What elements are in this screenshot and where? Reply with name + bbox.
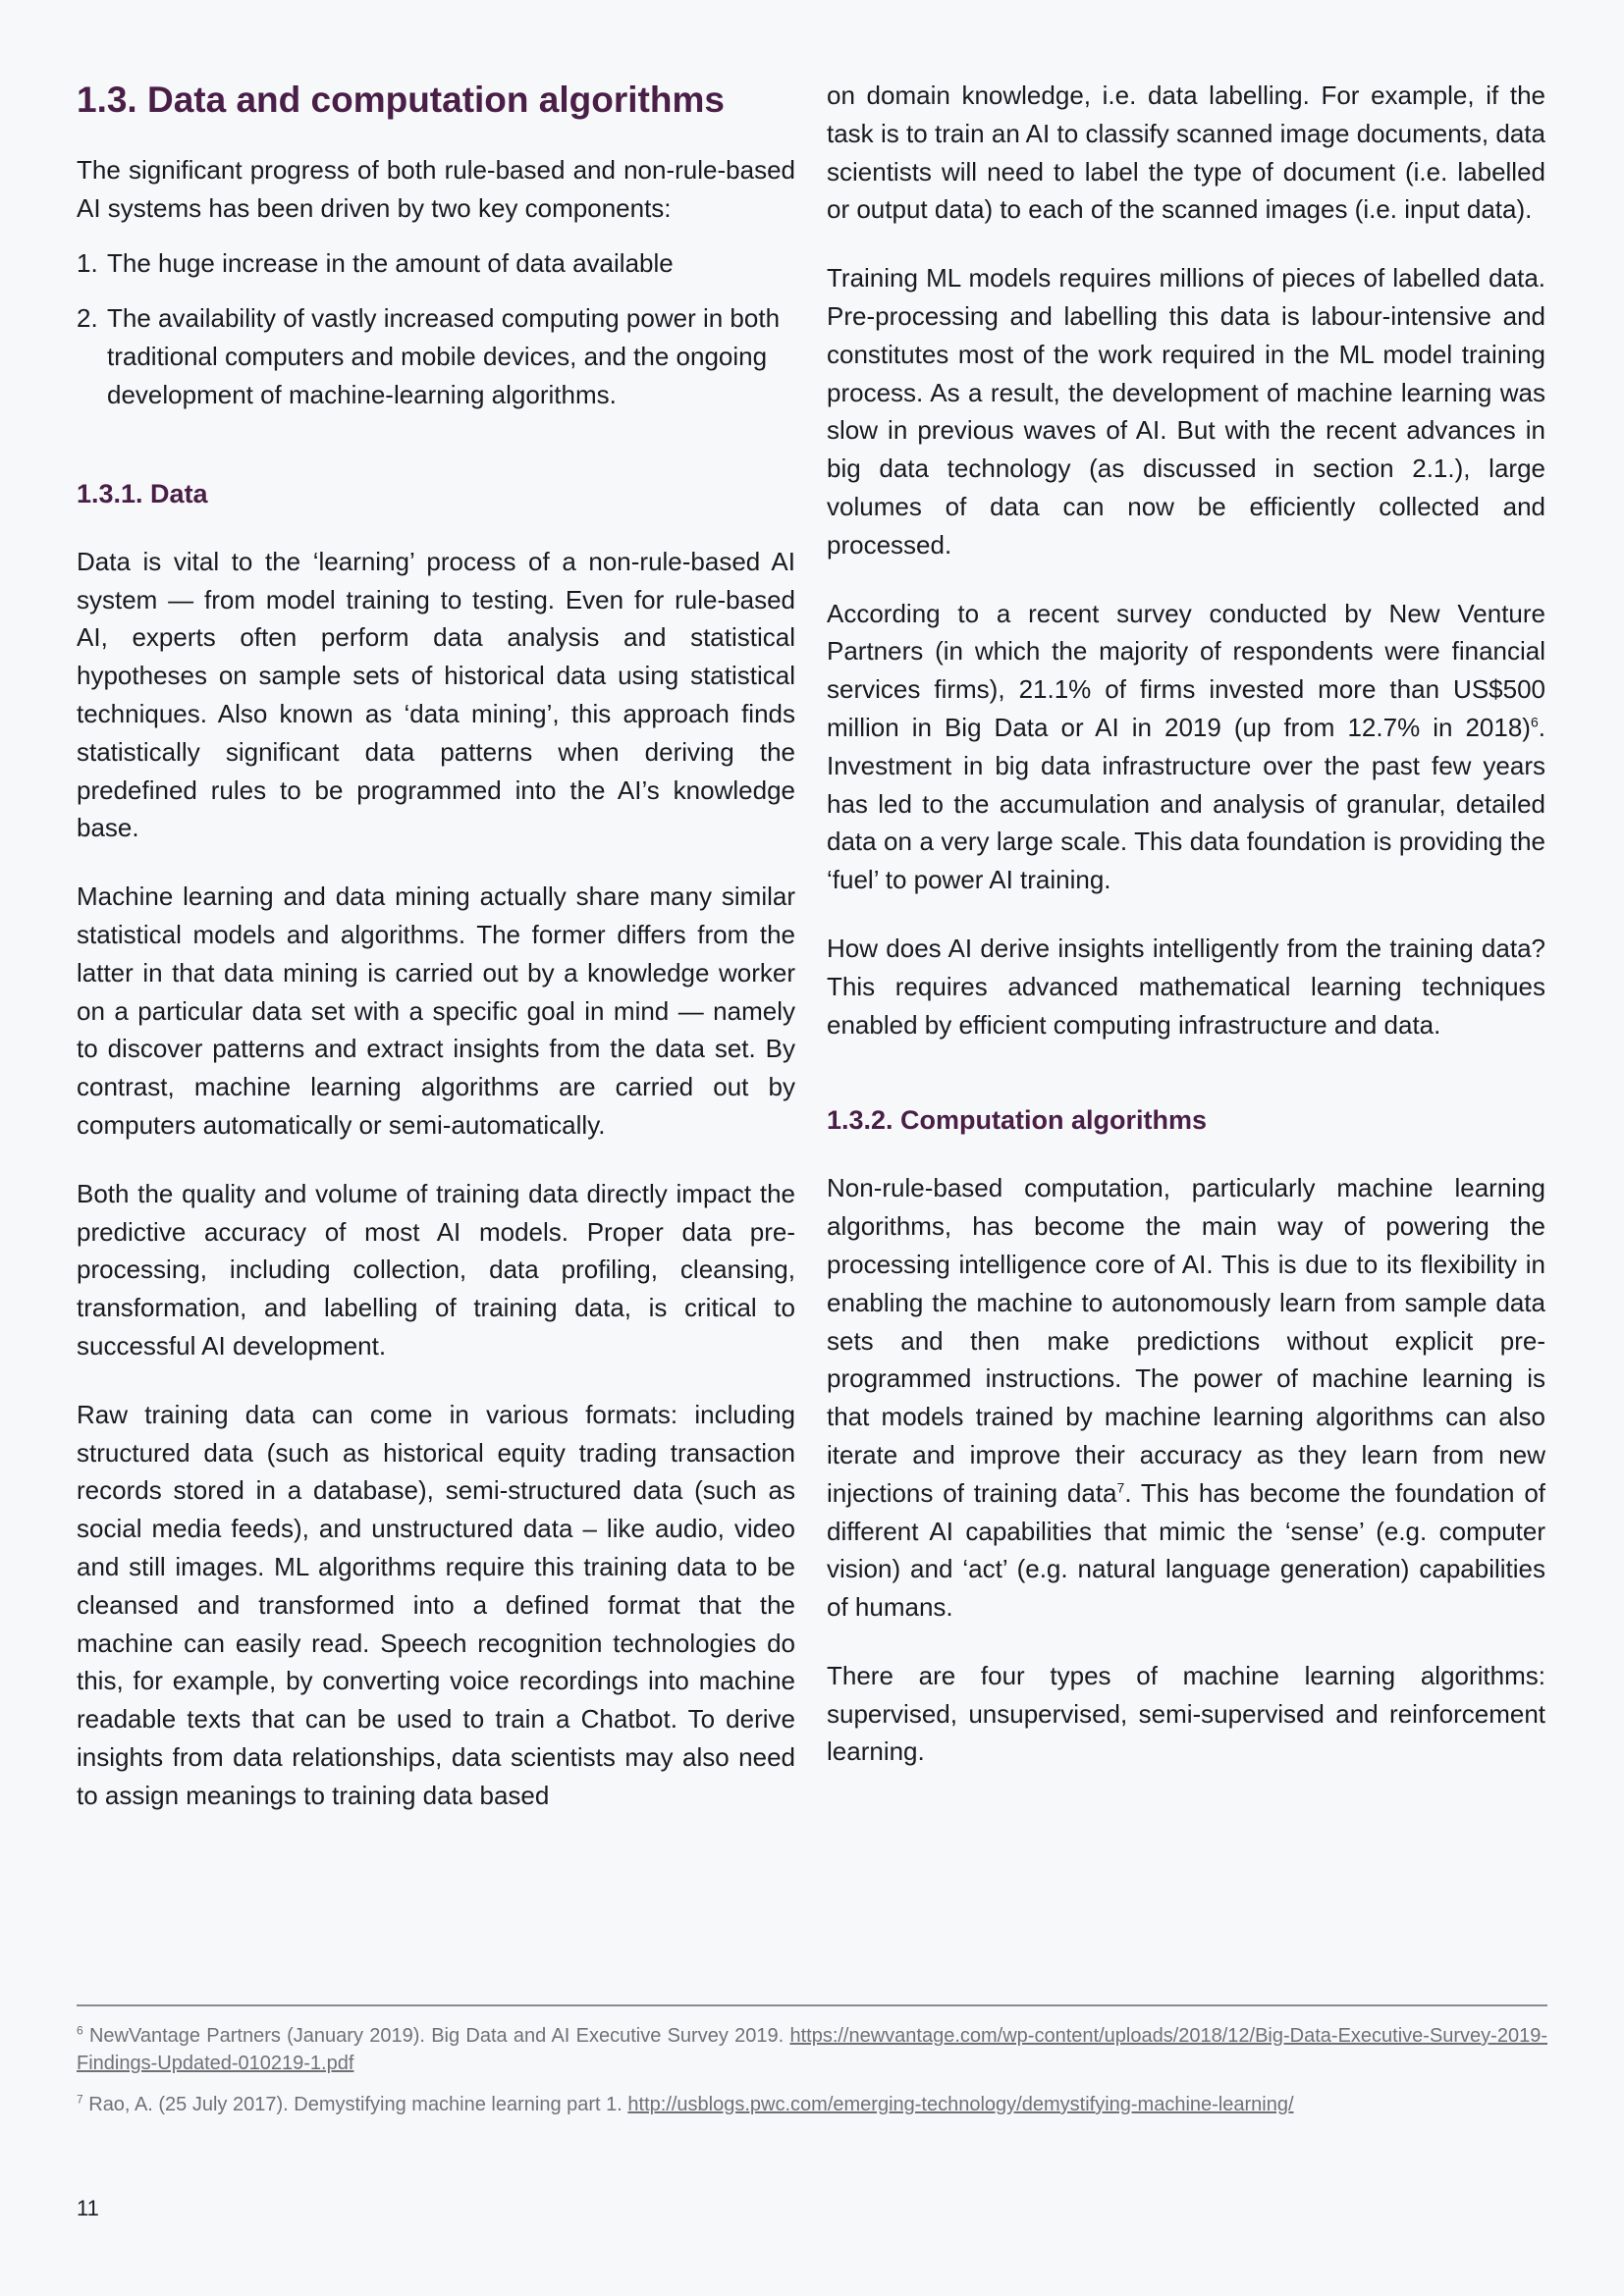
body-paragraph: Machine learning and data mining actually share many similar statistical models and algorithms. The former differs from the latter in that data mining is carried out by a knowledge worker on a particular data set with a specific goal in mind — namely to discover patterns and extract insights from the data set. By contrast, machine learning algorithms are carried out by computers automatically or semi-automatically. [77,881,795,1140]
body-paragraph: Both the quality and volume of training data directly impact the predictive accuracy of most AI models. Proper data pre-processing, including collection, data profiling, cleansing, transformation, and labelling of training data, is critical to successful AI development. [77,1178,795,1361]
body-paragraph: Raw training data can come in various formats: including structured data (such as historical equity trading transaction records stored in a database), semi-structured data (such as social media feeds), and unstructured data – like audio, video and still images. ML algorithms require this training data to be cleansed and transformed into a defined format that the machine can easily read. Speech recognition technologies do this, for example, by converting voice recordings into machine readable texts that can be used to train a Chatbot. To derive insights from data relationships, data scientists may also need to assign meanings to training data based [77,1399,795,1810]
section-heading: 1.3. Data and computation algorithms [77,80,725,120]
footnote-ref-6[interactable]: 6 [1530,714,1539,730]
subsection-heading-data: 1.3.1. Data [77,478,208,508]
body-paragraph: Data is vital to the ‘learning’ process of a non-rule-based AI system — from model training to testing. Even for rule-based AI, experts often perform data analysis and statistical hypotheses on sample sets of historical data using statistical techniques. Also known as ‘data mining’, this approach finds statistically significant data patterns when deriving the predefined rules to be programmed into the AI’s knowledge base. [77,546,795,843]
subsection-heading-computation: 1.3.2. Computation algorithms [827,1105,1208,1136]
footnote-7 [77,2091,1547,2118]
footnote-text: NewVantage Partners (January 2019). Big Data and AI Executive Survey 2019. [82,2025,790,2047]
footnote-number: 7 [77,2092,83,2107]
survey-text-continued: . Investment in big data infrastructure over the past few years has led to the accumulation and analysis of granular, detailed data on a very large scale. This data foundation is providing the ‘fuel’ to power AI training. [827,712,1545,895]
key-components-list [77,244,795,414]
footnote-ref-7[interactable]: 7 [1116,1479,1125,1496]
footnote-text: Rao, A. (25 July 2017). Demystifying machine learning part 1. [82,2094,628,2115]
computation-text-continued: . This has become the foundation of different AI capabilities that mimic the ‘sense’ (e.g. computer vision) and ‘act’ (e.g. natural language generation) capabilities of humans. [827,1477,1545,1623]
footnote-6 [77,2022,1547,2077]
body-paragraph: How does AI derive insights intelligently from the training data? This requires advanced mathematical learning techniques enabled by efficient computing infrastructure and data. [827,933,1545,1040]
footnotes [77,2004,1547,2132]
intro-block [77,151,795,228]
footnote-link[interactable]: http://usblogs.pwc.com/emerging-technology/demystifying-machine-learning/ [627,2094,1294,2115]
computation-text: Non-rule-based computation, particularly machine learning algorithms, has become the main way of powering the processing intelligence core of AI. This is due to its flexibility in enabling the machine to autonomously learn from sample data sets and then make predictions without explicit pre-programmed instructions. The power of machine learning is that models trained by machine learning algorithms can also iterate and improve their accuracy as they learn from new injections of training data [827,1173,1545,1508]
intro-paragraph: The significant progress of both rule-based and non-rule-based AI systems has been driven by two key components: [77,155,795,223]
list-item-number: 1. [77,247,98,278]
right-column [827,77,1545,1801]
body-paragraph: There are four types of machine learning algorithms: supervised, unsupervised, semi-supervised and reinforcement learning. [827,1660,1545,1767]
list-item-text: The availability of vastly increased computing power in both traditional computers and mobile devices, and the ongoing development of machine-learning algorithms. [107,303,781,409]
body-paragraph: on domain knowledge, i.e. data labelling. For example, if the task is to train an AI to classify scanned image documents, data scientists will need to label the type of document (i.e. labelled or output data) to each of the scanned images (i.e. input data). [827,80,1545,225]
page-number: 11 [77,2196,99,2220]
list-item-number: 2. [77,303,98,334]
left-column [77,77,795,1844]
computation-paragraph [827,1169,1545,1627]
list-item [77,299,795,413]
survey-paragraph [827,595,1545,899]
body-paragraph: Training ML models requires millions of pieces of labelled data. Pre-processing and labelling this data is labour-intensive and constitutes most of the work required in the ML model training process. As a result, the development of machine learning was slow in previous waves of AI. But with the recent advances in big data technology (as discussed in section 2.1.), large volumes of data can now be efficiently collected and processed. [827,263,1545,560]
data-paragraphs [77,543,795,1815]
list-item-text: The huge increase in the amount of data available [107,247,674,278]
list-item [77,244,795,283]
footnote-number: 6 [77,2023,83,2038]
survey-text: According to a recent survey conducted by New Venture Partners (in which the majority of respondents were financial services firms), 21.1% of firms invested more than US$500 million in Big Data or AI in 2019 (up from 12.7% in 2018) [827,598,1545,742]
footnote-link[interactable]: https://newvantage.com/wp-content/uploads/2018/12/Big-Data-Executive-Survey-2019-Findings-Updated-010219-1.pdf [77,2025,1547,2074]
